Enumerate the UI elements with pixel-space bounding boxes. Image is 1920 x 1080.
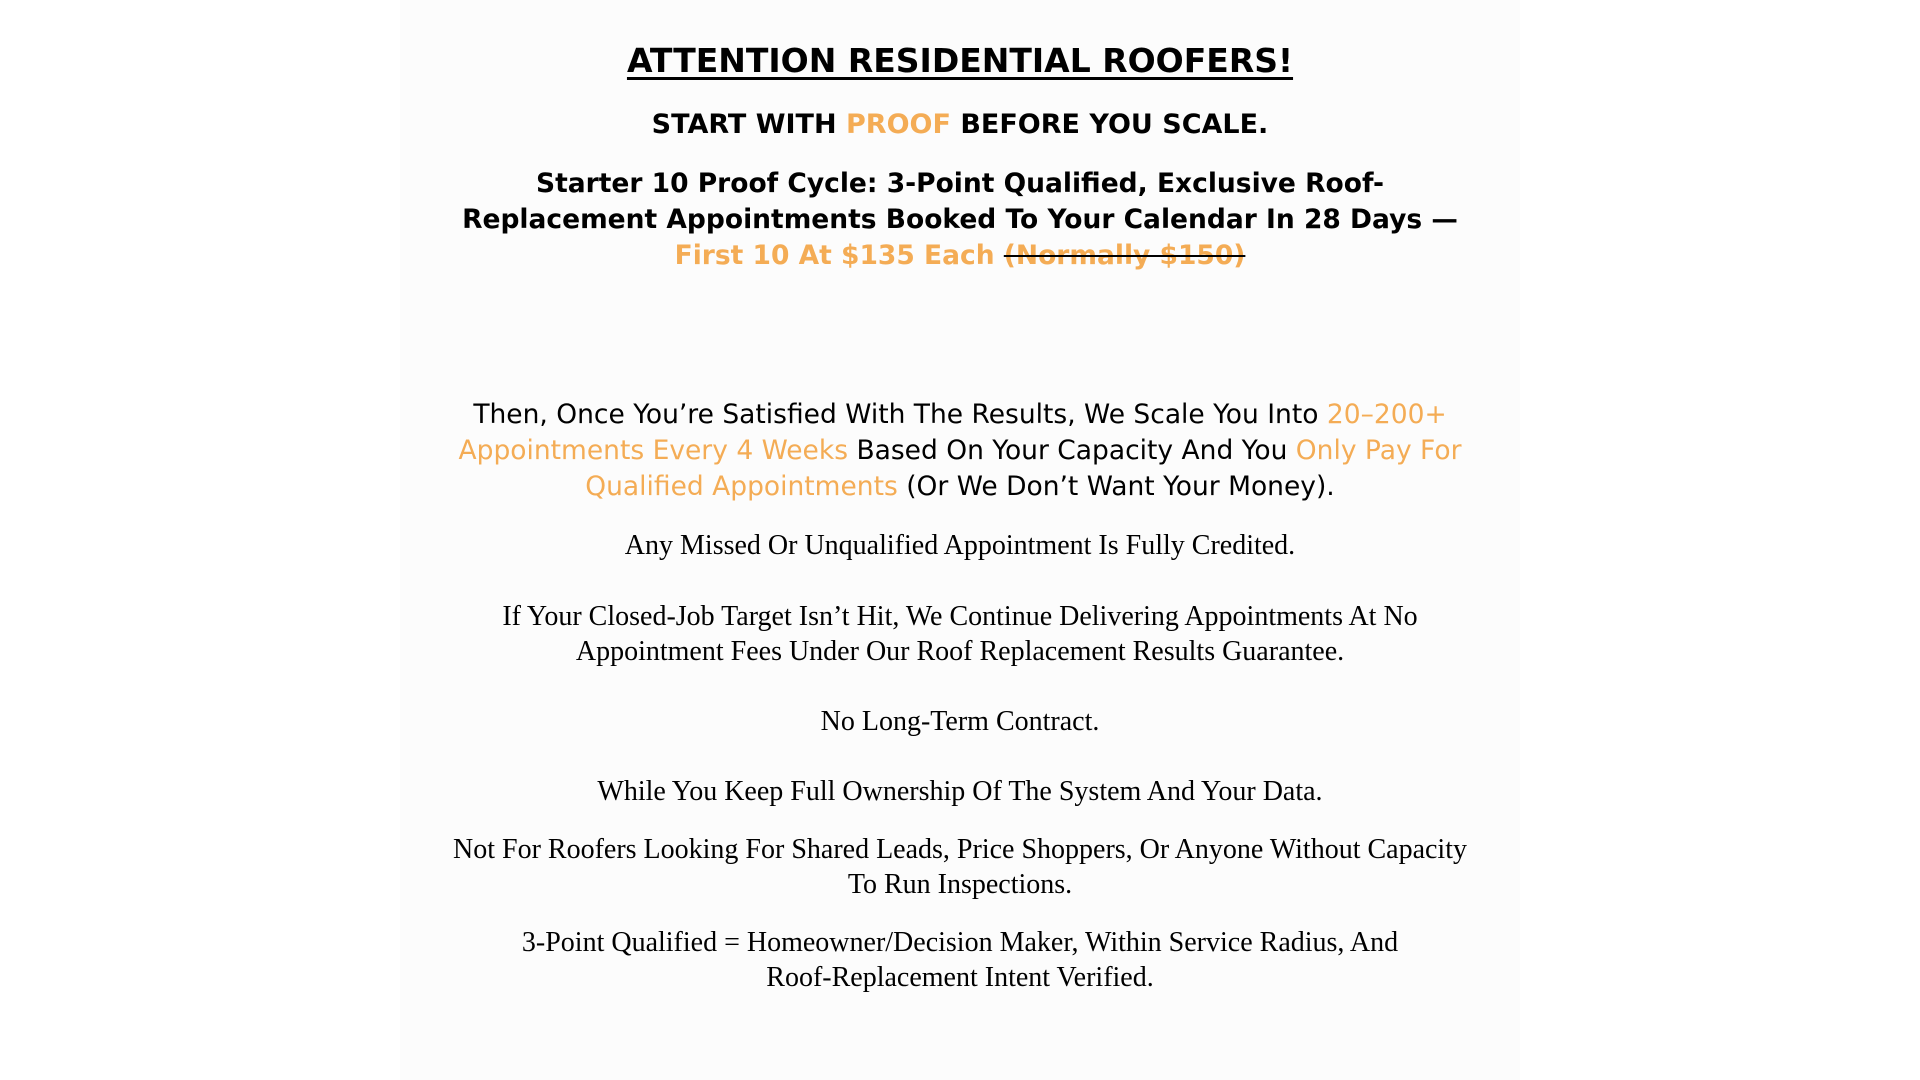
- subtitle: [450, 106, 1470, 144]
- qualification-definition: 3-Point Qualified = Homeowner/Decision Maker, Within Service Radius, And Roof-Replacement Intent Verified.: [521, 927, 1399, 993]
- scale-highlight-pay: Only Pay For Qualified Appointments: [585, 435, 1462, 502]
- subtitle-highlight: PROOF: [845, 109, 951, 140]
- subtitle-after: BEFORE YOU SCALE.: [950, 109, 1269, 140]
- scale-part-2: Based On Your Capacity And You: [848, 435, 1296, 466]
- scale-highlight-volume: 20–200+ Appointments Every 4 Weeks: [458, 399, 1447, 466]
- subtitle-before: START WITH: [651, 109, 846, 140]
- scale-part-1: Then, Once You’re Satisfied With The Results, We Scale You Into: [473, 399, 1327, 430]
- page-container: [400, 0, 1520, 1080]
- page-title-text: ATTENTION RESIDENTIAL ROOFERS!: [626, 41, 1294, 80]
- offer-original-price: (Normally $150): [1003, 240, 1246, 271]
- page-title: [450, 40, 1470, 82]
- scale-paragraph: [450, 397, 1470, 505]
- guarantee-no-contract: No Long-Term Contract.: [820, 706, 1100, 737]
- guarantee-results: If Your Closed-Job Target Isn’t Hit, We Continue Delivering Appointments At No Appointment Fees Under Our Roof Replacement Results Guarantee.: [502, 601, 1418, 667]
- offer-headline: [450, 166, 1470, 274]
- guarantee-credit: Any Missed Or Unqualified Appointment Is Fully Credited.: [624, 530, 1296, 561]
- disqualifier-note: Not For Roofers Looking For Shared Leads, Price Shoppers, Or Anyone Without Capacity To Run Inspections.: [453, 834, 1467, 900]
- offer-text: Starter 10 Proof Cycle: 3-Point Qualified, Exclusive Roof-Replacement Appointments Booked To Your Calendar In 28 Days —: [462, 168, 1458, 235]
- guarantee-ownership: While You Keep Full Ownership Of The System And Your Data.: [597, 776, 1323, 807]
- offer-price: First 10 At $135 Each: [674, 240, 1004, 271]
- scale-part-3: (Or We Don’t Want Your Money).: [897, 471, 1335, 502]
